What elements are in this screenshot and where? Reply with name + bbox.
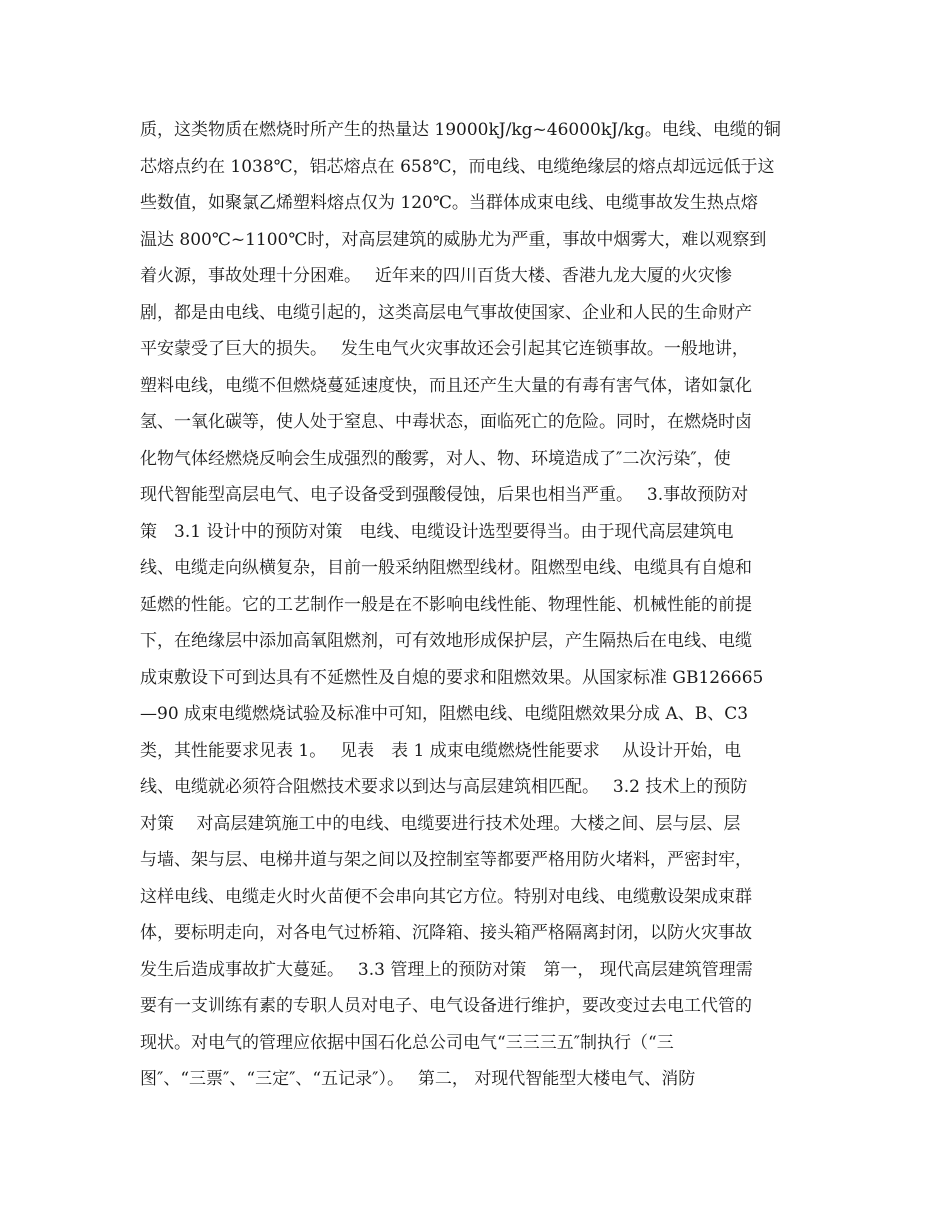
text-line: 下，在绝缘层中添加高氧阻燃剂，可有效地形成保护层，产生隔热后在电线、电缆 (140, 631, 752, 651)
text-line: 些数值，如聚氯乙烯塑料熔点仅为 120℃。当群体成束电线、电缆事故发生热点熔 (140, 193, 758, 213)
body-text (140, 116, 840, 1102)
text-line: 塑料电线，电缆不但燃烧蔓延速度快，而且还产生大量的有毒有害气体，诸如氯化 (140, 375, 752, 396)
text-line: 着火源，事故处理十分困难。 近年来的四川百货大楼、香港九龙大厦的火灾惨 (140, 266, 732, 286)
text-line: 现代智能型高层电气、电子设备受到强酸侵蚀，后果也相当严重。 3.事故预防对 (140, 485, 749, 505)
text-line: —90 成束电缆燃烧试验及标准中可知，阻燃电线、电缆阻燃效果分成 A、B、C3 (140, 704, 749, 724)
text-line: 这样电线、电缆走火时火苗便不会串向其它方位。特别对电线、电缆敷设架成束群 (140, 886, 752, 907)
text-line: 平安蒙受了巨大的损失。 发生电气火灾事故还会引起其它连锁事故。一般地讲， (140, 339, 749, 359)
text-line: 氢、一氧化碳等，使人处于窒息、中毒状态，面临死亡的危险。同时，在燃烧时卤 (140, 412, 752, 432)
text-line: 剧，都是由电线、电缆引起的，这类高层电气事故使国家、企业和人民的生命财产 (140, 302, 752, 323)
text-line: 现状。对电气的管理应依据中国石化总公司电气“三三三五″制执行（“三 (140, 1032, 674, 1053)
text-line: 要有一支训练有素的专职人员对电子、电气设备进行维护，要改变过去电工代管的 (140, 996, 752, 1016)
text-line: 图″、“三票″、“三定″、“五记录″）。 第二， 对现代智能型大楼电气、消防 (140, 1069, 696, 1089)
text-line: 延燃的性能。它的工艺制作一般是在不影响电线性能、物理性能、机械性能的前提 (140, 594, 752, 615)
text-line: 策 3.1 设计中的预防对策 电线、电缆设计选型要得当。由于现代高层建筑电 (140, 521, 734, 542)
text-line: 线、电缆就必须符合阻燃技术要求以到达与高层建筑相匹配。 3.2 技术上的预防 (140, 777, 748, 797)
text-line: 类，其性能要求见表 1。 见表 表 1 成束电缆燃烧性能要求 从设计开始，电 (140, 740, 742, 761)
text-line: 对策 对高层建筑施工中的电线、电缆要进行技术处理。大楼之间、层与层、层 (140, 813, 741, 834)
text-line: 与墙、架与层、电梯井道与架之间以及控制室等都要严格用防火堵料，严密封牢， (140, 850, 752, 870)
text-line: 线、电缆走向纵横复杂，目前一般采纳阻燃型线材。阻燃型电线、电缆具有自熄和 (140, 558, 752, 578)
text-line: 温达 800℃~1100℃时，对高层建筑的威胁尤为严重，事故中烟雾大，难以观察到 (140, 229, 767, 250)
text-line: 芯熔点约在 1038℃，铝芯熔点在 658℃，而电线、电缆绝缘层的熔点却远远低于这 (140, 156, 775, 177)
text-line: 发生后造成事故扩大蔓延。 3.3 管理上的预防对策 第一， 现代高层建筑管理需 (140, 959, 753, 980)
text-line: 质，这类物质在燃烧时所产生的热量达 19000kJ/kg~46000kJ/kg。电线、电缆的铜 (140, 120, 781, 140)
text-line: 体，要标明走向，对各电气过桥箱、沉降箱、接头箱严格隔离封闭，以防火灾事故 (140, 923, 752, 943)
text-line: 化物气体经燃烧反响会生成强烈的酸雾，对人、物、环境造成了″二次污染″，使 (140, 448, 731, 469)
text-line: 成束敷设下可到达具有不延燃性及自熄的要求和阻燃效果。从国家标准 GB126665 (140, 667, 764, 688)
